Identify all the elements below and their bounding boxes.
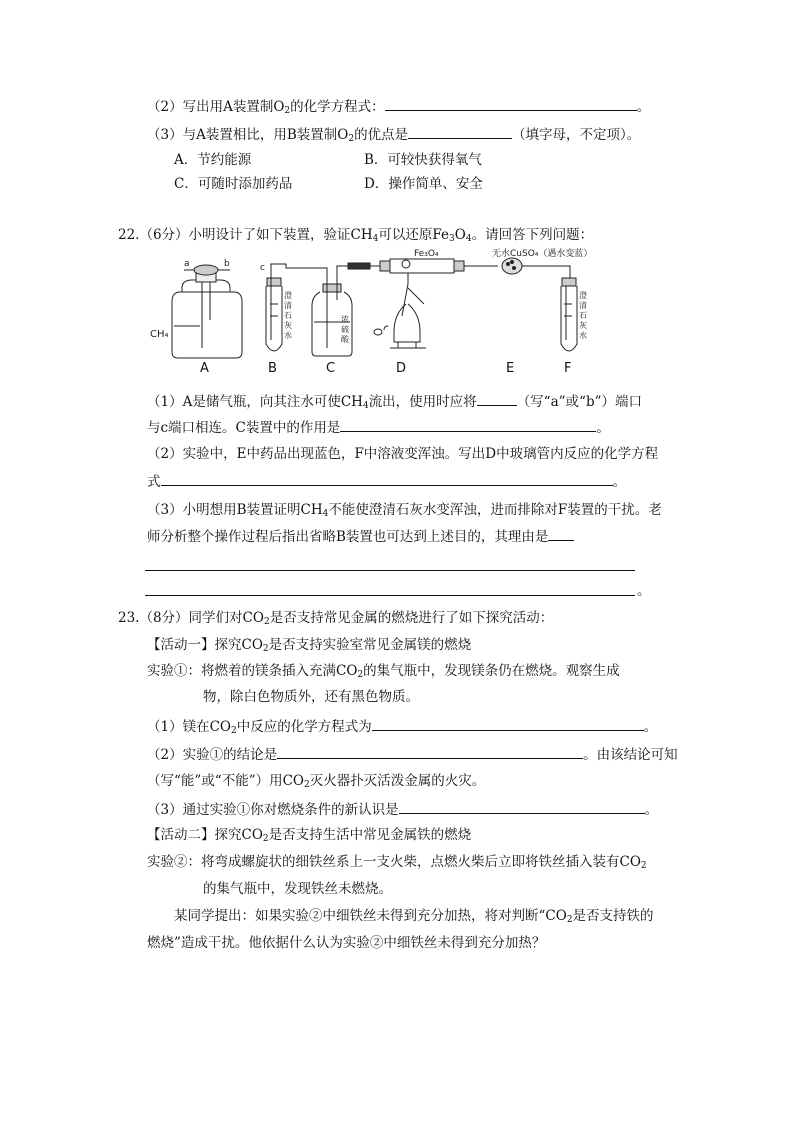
answer-line[interactable] <box>145 570 635 571</box>
lime-water-b-4: 灰 <box>284 321 292 330</box>
q23-experiment-2-line-2: 的集气瓶中，发现铁丝未燃烧。 <box>203 881 392 897</box>
answer-blank[interactable] <box>477 392 517 406</box>
apparatus-e-drying-tube <box>464 258 560 274</box>
q21-option-b: B．可较快获得氧气 <box>364 152 482 168</box>
label-f: F <box>564 361 572 376</box>
q23-experiment-1-line-1: 实验①：将燃着的镁条插入充满$CO_2$的集气瓶中，发现镁条仍在燃烧。观察生成 <box>147 663 620 680</box>
answer-blank[interactable] <box>277 745 583 759</box>
ch4-label: CH₄ <box>150 329 169 340</box>
lime-water-b-2: 清 <box>284 301 292 310</box>
acid-c-1: 浓 <box>341 315 349 324</box>
q23-paragraph-line-2: 燃烧”造成干扰。他依据什么认为实验②中细铁丝未得到充分加热？ <box>147 935 546 951</box>
q23-activity-2: 【活动二】探究$CO_2$是否支持生活中常见金属铁的燃烧 <box>147 827 472 844</box>
acid-c-3: 酸 <box>341 335 349 344</box>
lime-water-b-5: 水 <box>284 331 292 340</box>
label-d: D <box>396 361 407 376</box>
answer-blank[interactable] <box>548 527 574 541</box>
label-a: A <box>200 361 209 376</box>
acid-c-2: 硫 <box>341 325 349 334</box>
lime-water-f-3: 石 <box>579 311 587 320</box>
lime-water-b-3: 石 <box>284 311 292 320</box>
lime-water-b-1: 澄 <box>284 291 292 300</box>
q23-part-2-line-2: （写“能”或“不能”）用$CO_2$灭火器扑灭活泼金属的火灾。 <box>147 773 486 790</box>
q23-part-1: （1）镁在$CO_2$中反应的化学方程式为 。 <box>147 719 658 736</box>
apparatus-a-gas-bottle <box>172 265 242 358</box>
answer-blank[interactable] <box>372 717 644 731</box>
q21-question-2: （2）写出用A装置制$O_2$的化学方程式： 。 <box>147 99 651 116</box>
apparatus-d-reduction-tube <box>370 259 464 348</box>
lime-water-f-2: 清 <box>579 301 587 310</box>
lime-water-f-5: 水 <box>579 331 587 340</box>
q22-part-3-end: 。 <box>637 583 651 599</box>
q22-header: 22.（6分）小明设计了如下装置，验证$CH_4$可以还原$Fe_3O_4$。请回答下列问题： <box>118 227 594 244</box>
answer-blank[interactable] <box>161 472 613 486</box>
q21-option-a: A．节约能源 <box>174 152 252 168</box>
q23-experiment-2-line-1: 实验②：将弯成螺旋状的细铁丝系上一支火柴，点燃火柴后立即将铁丝插入装有$CO_2$ <box>147 854 647 871</box>
answer-blank[interactable] <box>385 97 637 111</box>
q22-part-2-line-2: 式 。 <box>147 474 626 490</box>
q23-header: 23.（8分）同学们对$CO_2$是否支持常见金属的燃烧进行了如下探究活动： <box>118 610 554 627</box>
apparatus-f-test-tube <box>560 266 577 351</box>
q22-part-1-line-2: 与c端口相连。C装置中的作用是 。 <box>147 420 610 436</box>
q22-part-3-line-2: 师分析整个操作过程后指出省略B装置也可达到上述目的，其理由是 <box>147 527 574 546</box>
cuso4-label: 无水CuSO₄（遇水变蓝） <box>492 249 593 259</box>
q23-experiment-1-line-2: 物，除白色物质外，还有黑色物质。 <box>203 689 419 705</box>
q22-part-3-line-1: （3）小明想用B装置证明$CH_4$不能使澄清石灰水变浑浊，进而排除对F装置的干扰。老 <box>147 502 662 519</box>
answer-line[interactable] <box>145 595 635 596</box>
q22-part-2-line-1: （2）实验中，E中药品出现蓝色，F中溶液变浑浊。写出D中玻璃管内反应的化学方程 <box>147 446 659 462</box>
answer-blank[interactable] <box>408 125 512 139</box>
label-e: E <box>506 361 515 376</box>
q21-option-c: C．可随时添加药品 <box>174 176 293 192</box>
answer-blank[interactable] <box>399 800 645 814</box>
answer-blank[interactable] <box>340 418 596 432</box>
q22-part-1-line-1: （1）A是储气瓶，向其注水可使$CH_4$流出，使用时应将 （写“a”或“b”）端口 <box>147 394 642 411</box>
apparatus-diagram <box>140 244 610 376</box>
label-c: C <box>326 361 336 376</box>
q21-option-d: D．操作简单、安全 <box>364 176 483 192</box>
label-b: B <box>268 361 277 376</box>
port-b-label: b <box>224 259 230 269</box>
q21-question-3: （3）与A装置相比，用B装置制$O_2$的优点是 （填字母，不定项）。 <box>147 127 641 144</box>
port-c-label: c <box>260 263 265 273</box>
fe3o4-label: Fe₃O₄ <box>414 249 439 259</box>
port-a-label: a <box>184 259 190 269</box>
q23-activity-1: 【活动一】探究$CO_2$是否支持实验室常见金属镁的燃烧 <box>147 637 472 654</box>
lime-water-f-1: 澄 <box>579 291 587 300</box>
q23-paragraph-line-1: 某同学提出：如果实验②中细铁丝未得到充分加热，将对判断“$CO_2$是否支持铁的 <box>174 908 654 925</box>
q23-part-2-line-1: （2）实验①的结论是 。由该结论可知 <box>147 747 678 763</box>
q23-part-3: （3）通过实验①你对燃烧条件的新认识是 。 <box>147 802 659 818</box>
lime-water-f-4: 灰 <box>579 321 587 330</box>
